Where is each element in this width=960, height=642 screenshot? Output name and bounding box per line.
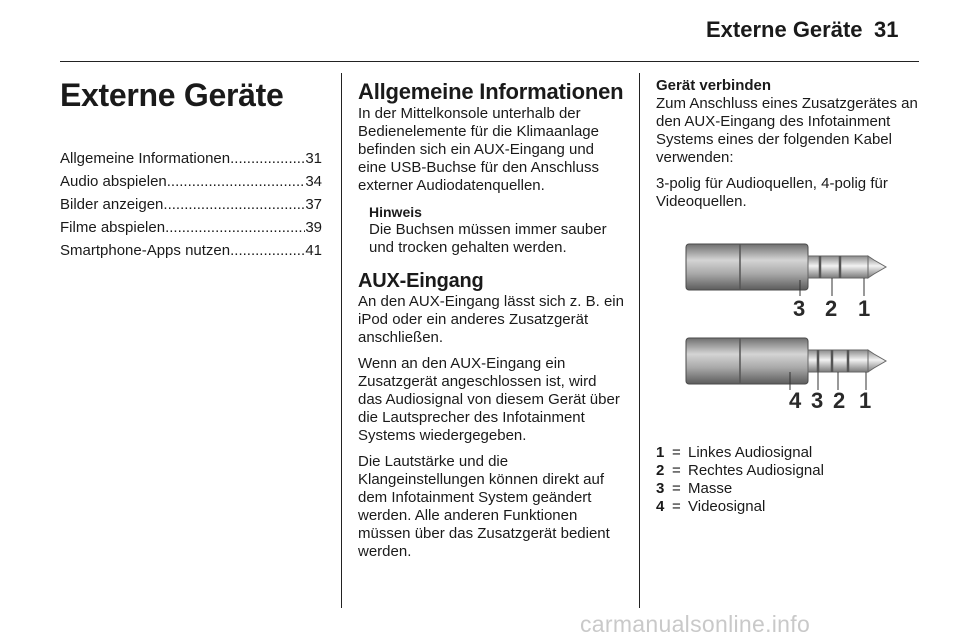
connect-column — [656, 77, 921, 219]
toc-leader — [230, 147, 305, 170]
general-intro-text: In der Mittelkonsole unterhalb der Bedienelemente für die Klimaanlage befinden sich ein AUX-Eingang und eine USB-Buchse für den Anschluss externer Audiodatenquellen. — [358, 105, 599, 194]
legend-text: Videosignal — [688, 498, 766, 515]
toc-leader — [165, 216, 305, 239]
toc-item[interactable] — [60, 193, 322, 216]
toc-item-label: Allgemeine Informationen — [60, 150, 231, 167]
watermark: carmanualsonline.info — [580, 611, 811, 637]
column-divider-2 — [639, 73, 640, 608]
toc-item-label: Audio abspielen — [60, 173, 167, 190]
four-pole-plug — [686, 338, 886, 413]
toc-item[interactable] — [60, 147, 322, 170]
plug-illustration — [656, 220, 920, 430]
toc-item-label: Smartphone-Apps nutzen — [60, 242, 231, 259]
aux-paragraph: An den AUX-Eingang lässt sich z. B. ein iPod oder ein anderes Zusatzgerät anschließen. — [358, 293, 624, 346]
toc-item-label: Bilder anzeigen — [60, 196, 164, 213]
toc-item-page: 31 — [305, 150, 322, 167]
note-box — [369, 203, 624, 257]
toc-leader — [163, 193, 305, 216]
note-text: Die Buchsen müssen immer sauber und trocken gehalten werden. — [369, 221, 607, 256]
toc-item[interactable] — [60, 216, 322, 239]
legend-number: 3 — [656, 480, 665, 497]
legend-number: 1 — [656, 444, 665, 461]
aux-paragraph: Die Lautstärke und die Klangeinstellungen können direkt auf dem Infotainment System geändert werden. Alle anderen Funktionen müssen über das Zusatzgerät bedient werden. — [358, 453, 610, 560]
plug3-label: 1 — [858, 296, 871, 321]
plug4-label: 2 — [833, 388, 846, 413]
chapter-title: Externe Geräte — [60, 77, 284, 113]
section-heading-general: Allgemeine Informationen — [358, 79, 624, 104]
legend-equals: = — [672, 444, 681, 461]
legend-text: Masse — [688, 480, 733, 497]
legend-number: 4 — [656, 498, 665, 515]
toc-leader — [167, 170, 306, 193]
toc-item-page: 39 — [305, 219, 322, 236]
toc-item-label: Filme abspielen — [60, 219, 166, 236]
note-title: Hinweis — [369, 204, 422, 220]
legend-text: Linkes Audiosignal — [688, 444, 813, 461]
figure-legend — [656, 444, 920, 516]
jack-plug-diagram — [656, 220, 920, 430]
page-number: 31 — [874, 17, 899, 42]
legend-equals: = — [672, 462, 681, 479]
section-heading-connect: Gerät verbinden — [656, 77, 772, 94]
column-divider-1 — [341, 73, 342, 608]
section-heading-aux: AUX-Eingang — [358, 270, 484, 292]
header-divider — [60, 61, 919, 62]
toc-leader — [230, 239, 305, 262]
legend-item — [656, 462, 920, 480]
plug3-label: 3 — [793, 296, 806, 321]
legend-text: Rechtes Audiosignal — [688, 462, 824, 479]
legend-equals: = — [672, 498, 681, 515]
plug3-label: 2 — [825, 296, 838, 321]
general-info-column — [358, 79, 624, 569]
legend-number: 2 — [656, 462, 665, 479]
three-pole-plug — [686, 244, 886, 321]
table-of-contents — [60, 147, 322, 262]
toc-item[interactable] — [60, 170, 322, 193]
chapter-column — [60, 75, 322, 262]
connect-paragraph: Zum Anschluss eines Zusatzgerätes an den AUX-Eingang des Infotainment Systems eines der folgenden Kabel verwenden: — [656, 95, 918, 166]
legend-item — [656, 498, 920, 516]
running-header-title: Externe Geräte — [706, 17, 863, 42]
legend-equals: = — [672, 480, 681, 497]
plug4-label: 4 — [789, 388, 802, 413]
legend-item — [656, 444, 920, 462]
toc-item[interactable] — [60, 239, 322, 262]
toc-item-page: 34 — [305, 173, 322, 190]
plug4-label: 3 — [811, 388, 824, 413]
aux-paragraph: Wenn an den AUX-Eingang ein Zusatzgerät angeschlossen ist, wird das Audiosignal von diesem Gerät über die Lautsprecher des Infotainment Systems wiedergegeben. — [358, 355, 620, 444]
legend-item — [656, 480, 920, 498]
toc-item-page: 41 — [305, 242, 322, 259]
toc-item-page: 37 — [305, 196, 322, 213]
plug4-label: 1 — [859, 388, 872, 413]
connect-paragraph: 3-polig für Audioquellen, 4-polig für Videoquellen. — [656, 175, 888, 210]
